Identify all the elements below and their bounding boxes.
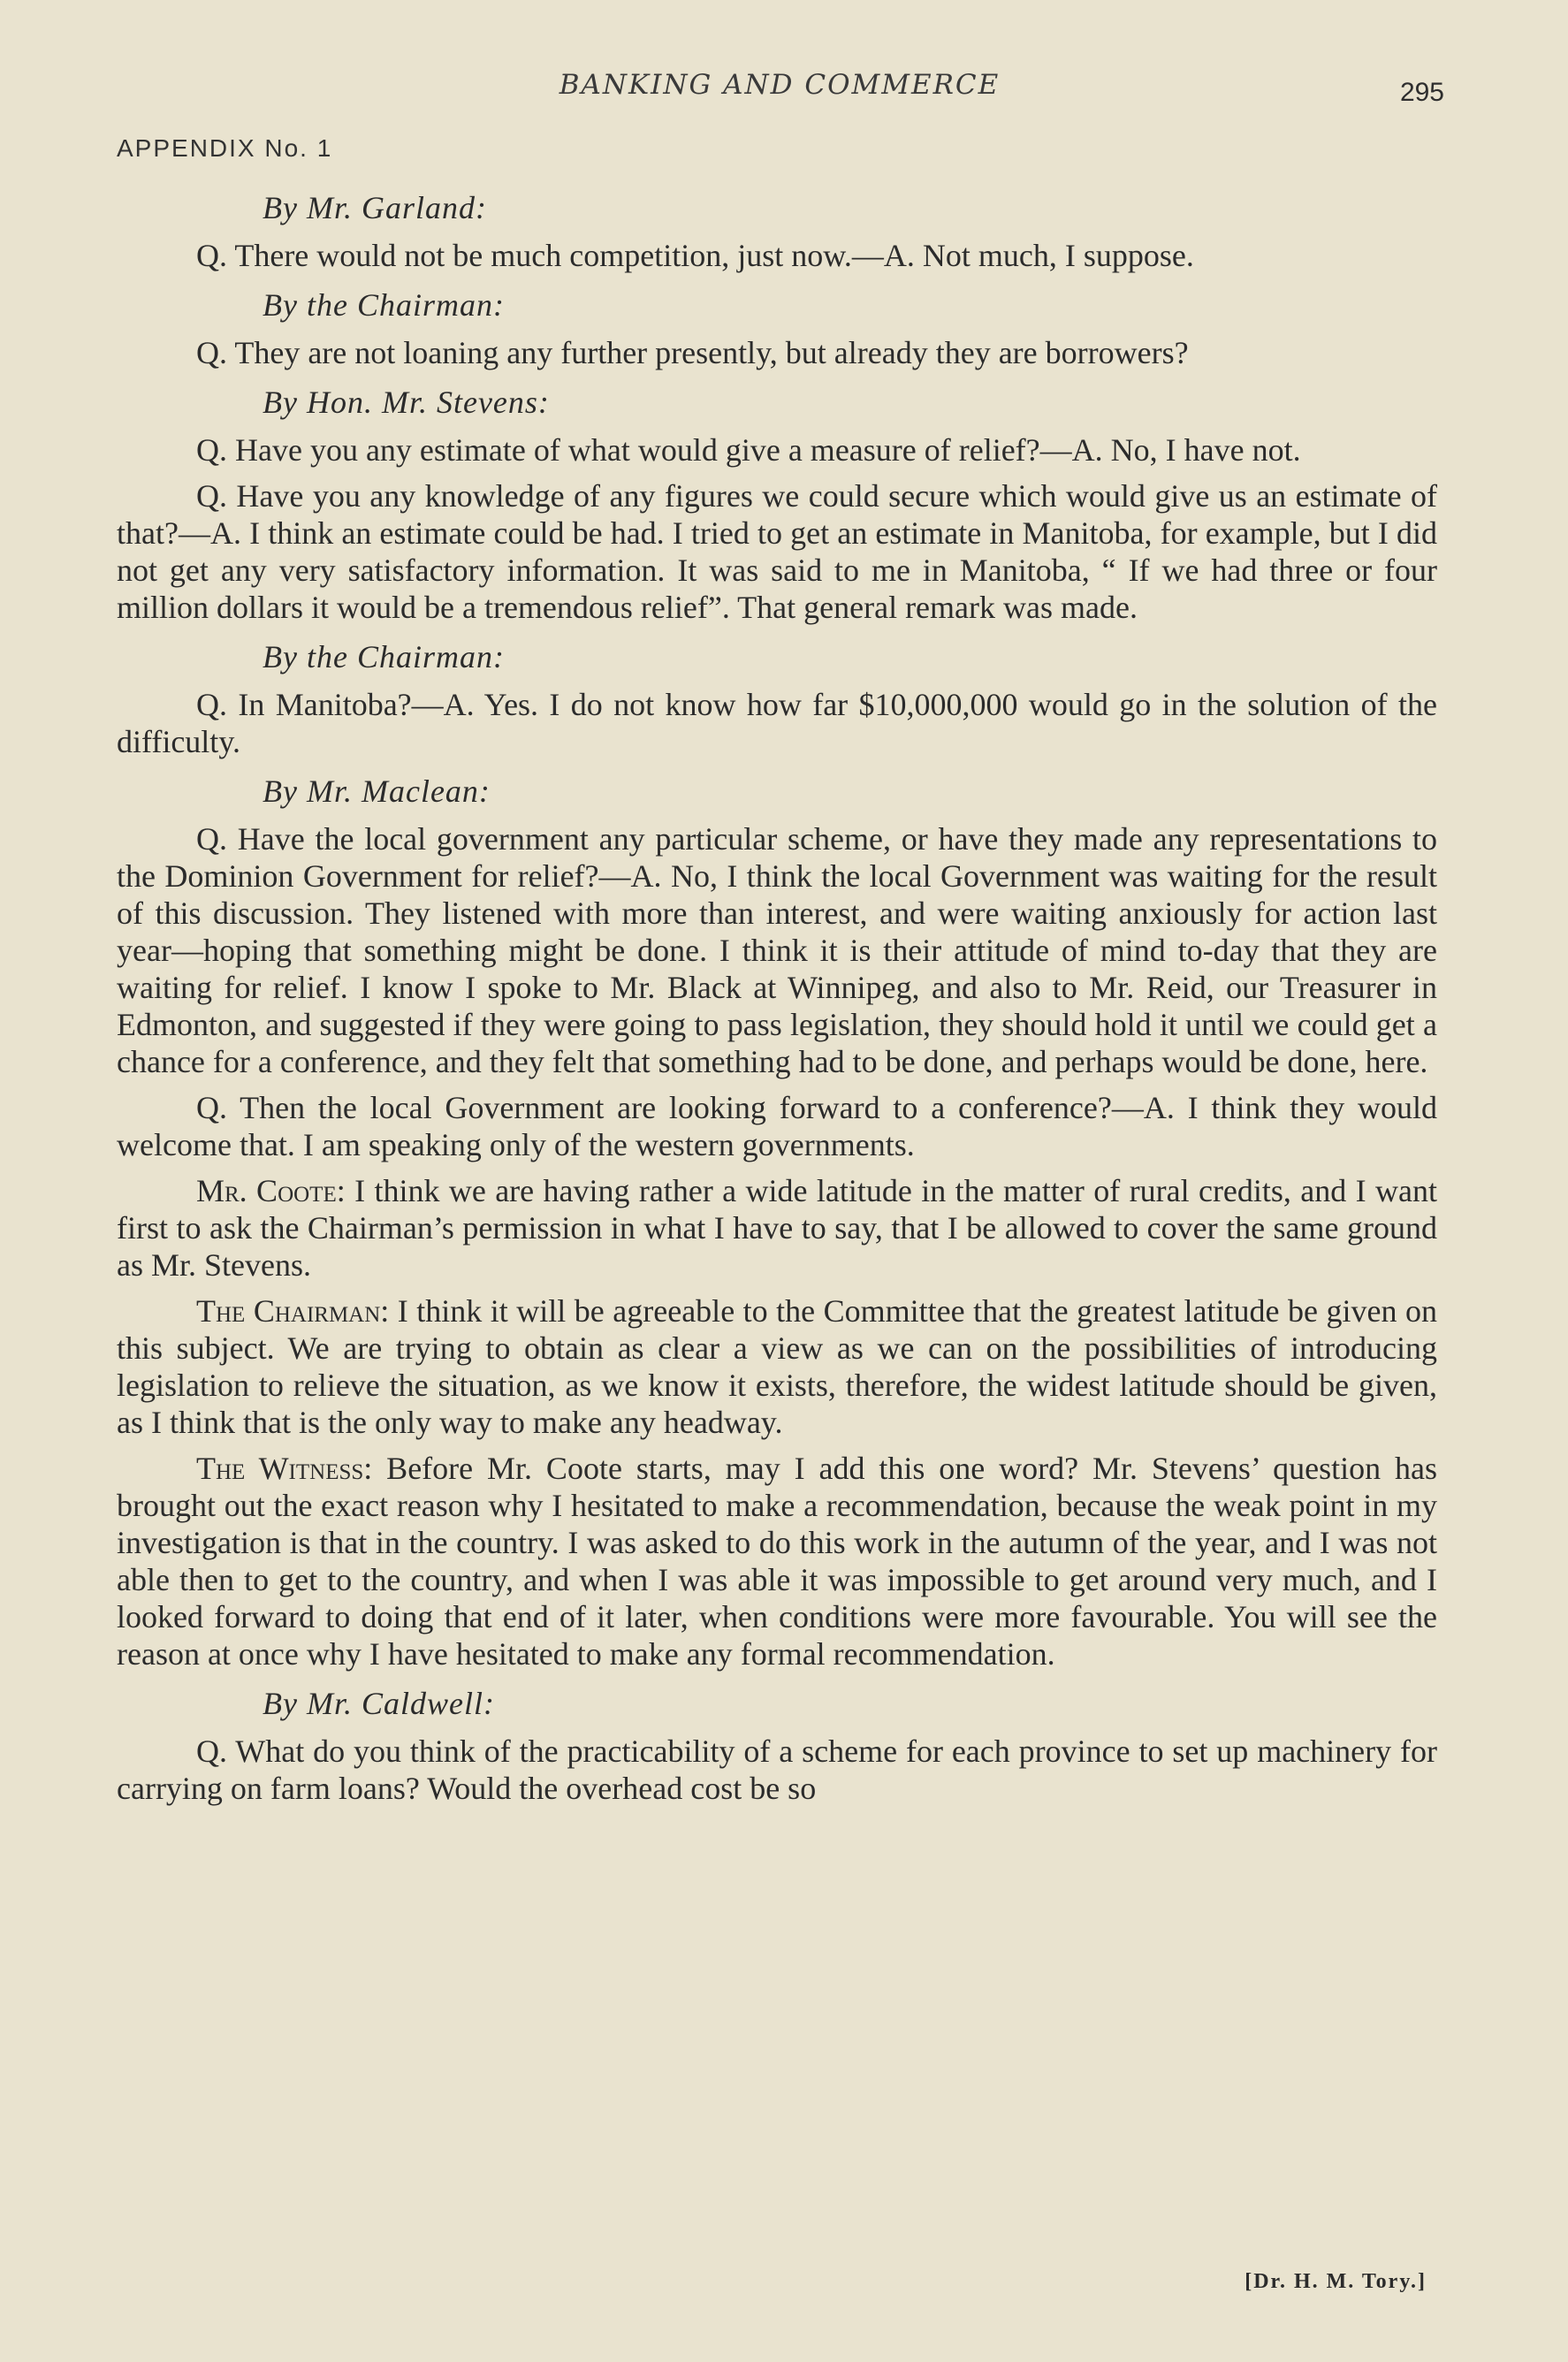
speaker-name: Mr. Coote <box>196 1173 337 1208</box>
statement-paragraph <box>117 1292 1437 1441</box>
speaker-heading: By the Chairman: <box>263 287 505 323</box>
qa-paragraph: Q. In Manitoba?—A. Yes. I do not know how far $10,000,000 would go in the solution of the difficulty. <box>117 687 1437 759</box>
speaker-name: The Witness <box>196 1451 364 1486</box>
running-head: BANKING AND COMMERCE <box>559 69 1001 101</box>
qa-paragraph: Q. Then the local Government are looking forward to a conference?—A. I think they would welcome that. I am speaking only of the western governments. <box>117 1090 1437 1162</box>
speaker-name: The Chairman <box>196 1293 381 1329</box>
page-number: 295 <box>1399 78 1444 107</box>
speaker-heading: By Mr. Maclean: <box>263 773 491 809</box>
qa-paragraph: Q. What do you think of the practicability of a scheme for each province to set up machinery for carrying on farm loans? Would the overhead cost be so <box>117 1733 1437 1806</box>
statement-text: : I think it will be agreeable to the Committee that the greatest latitude be given on this subject. We are trying to obtain as clear a view as we can on the possibilities of introducing legislation to relieve the situation, as we know it exists, therefore, the widest latitude should be given, as I think that is the only way to make any headway. <box>117 1293 1437 1440</box>
qa-paragraph: Q. They are not loaning any further presently, but already they are borrowers? <box>196 335 1189 370</box>
statement-text: : I think we are having rather a wide latitude in the matter of rural credits, and I want first to ask the Chairman’s permission in what I have to say, that I be allowed to cover the same ground as Mr. Stevens. <box>117 1173 1437 1283</box>
appendix-label: APPENDIX No. 1 <box>117 134 333 162</box>
qa-paragraph: Q. There would not be much competition, just now.—A. Not much, I suppose. <box>196 238 1194 273</box>
witness-signature: [Dr. H. M. Tory.] <box>1245 2270 1427 2293</box>
statement-paragraph <box>117 1172 1437 1284</box>
page-header <box>115 69 1444 122</box>
statement-text: : Before Mr. Coote starts, may I add this one word? Mr. Stevens’ question has brought out the exact reason why I hesitated to make a recommendation, because the weak point in my investigation is that in the country. I was asked to do this work in the autumn of the year, and I was not able then to get to the country, and when I was able it was impossible to get around very much, and I looked forward to doing that end of it later, when conditions were more favourable. You will see the reason at once why I have hesitated to make any formal recommendation. <box>117 1451 1437 1672</box>
speaker-heading: By Mr. Garland: <box>263 190 487 225</box>
speaker-heading: By the Chairman: <box>263 639 505 674</box>
speaker-heading: By Mr. Caldwell: <box>263 1686 495 1721</box>
qa-paragraph: Q. Have the local government any particular scheme, or have they made any representations to the Dominion Government for relief?—A. No, I think the local Government was waiting for the result of this discussion. They listened with more than interest, and were waiting anxiously for action last year—hoping that something might be done. I think it is their attitude of mind to-day that they are waiting for relief. I know I spoke to Mr. Black at Winnipeg, and also to Mr. Reid, our Treasurer in Edmonton, and suggested if they were going to pass legislation, they should hold it until we could get a chance for a conference, and they felt that something had to be done, and perhaps would be done, here. <box>117 821 1437 1079</box>
qa-paragraph: Q. Have you any knowledge of any figures we could secure which would give us an estimate of that?—A. I think an estimate could be had. I tried to get an estimate in Manitoba, for example, but I did not get any very satisfactory information. It was said to me in Manitoba, “ If we had three or four million dollars it would be a tremendous relief”. That general remark was made. <box>117 478 1437 625</box>
qa-paragraph: Q. Have you any estimate of what would give a measure of relief?—A. No, I have not. <box>196 432 1301 468</box>
speaker-heading: By Hon. Mr. Stevens: <box>263 385 550 420</box>
transcript-body <box>117 177 1437 1816</box>
statement-paragraph <box>117 1450 1437 1672</box>
